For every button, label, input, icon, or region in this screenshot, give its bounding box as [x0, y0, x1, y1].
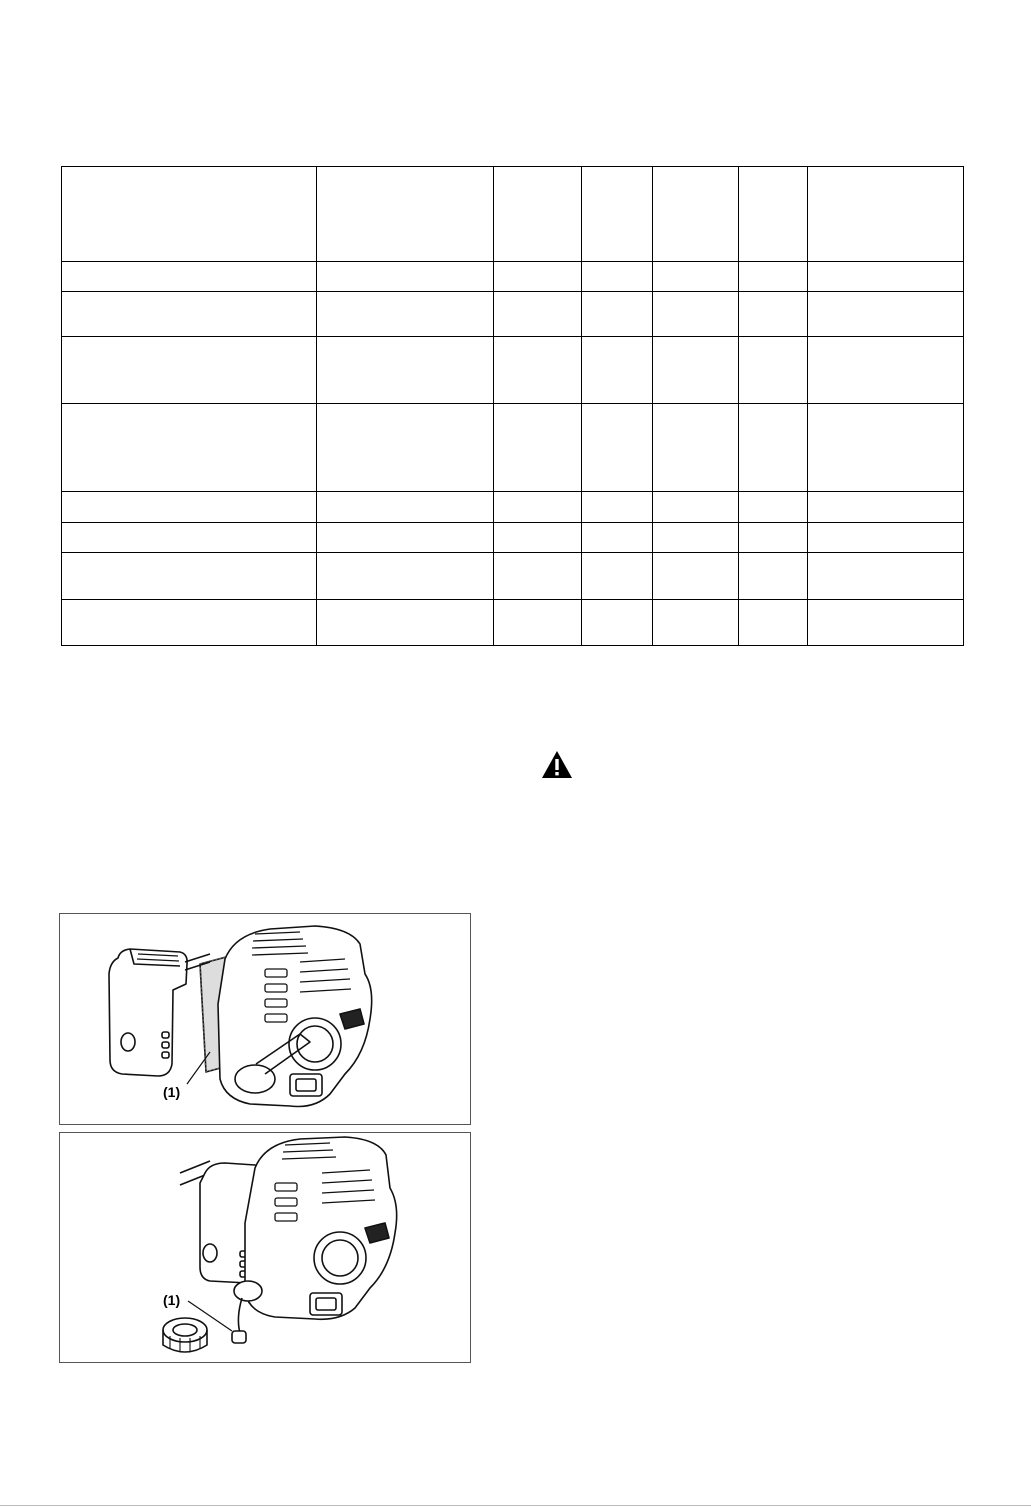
table-cell [739, 523, 808, 553]
table-cell [808, 292, 964, 337]
table-cell [317, 492, 494, 523]
table-cell [739, 492, 808, 523]
table-cell [653, 492, 739, 523]
table-cell [62, 404, 317, 492]
table-cell [739, 262, 808, 292]
table-cell [582, 404, 653, 492]
table-cell [653, 404, 739, 492]
table-cell [494, 553, 582, 600]
table-cell [317, 523, 494, 553]
table-cell [653, 262, 739, 292]
table-cell [653, 337, 739, 404]
table-cell [739, 292, 808, 337]
table-cell [808, 262, 964, 292]
callout-label: (1) [163, 1292, 181, 1308]
table-cell [582, 553, 653, 600]
table-cell [62, 292, 317, 337]
table-cell [582, 292, 653, 337]
table-cell [62, 492, 317, 523]
table-row [62, 337, 964, 404]
table-cell [317, 404, 494, 492]
table-cell [653, 292, 739, 337]
table-cell [653, 523, 739, 553]
table-cell [494, 492, 582, 523]
table-cell [62, 600, 317, 646]
table-cell [62, 167, 317, 262]
table-cell [653, 553, 739, 600]
table-cell [62, 262, 317, 292]
warning-triangle-icon [541, 750, 573, 779]
table-row [62, 292, 964, 337]
table-cell [808, 404, 964, 492]
table-cell [317, 553, 494, 600]
table-cell [808, 553, 964, 600]
table-cell [494, 292, 582, 337]
table-row [62, 404, 964, 492]
table-cell [317, 292, 494, 337]
table-cell [582, 262, 653, 292]
table-cell [808, 492, 964, 523]
table-cell [808, 523, 964, 553]
table-cell [808, 167, 964, 262]
maintenance-table [61, 166, 964, 646]
table-cell [582, 337, 653, 404]
table-cell [62, 523, 317, 553]
table-cell [582, 523, 653, 553]
figure-fuel-filter [59, 1132, 471, 1363]
table-cell [317, 167, 494, 262]
table-row [62, 523, 964, 553]
figure-air-cleaner [59, 913, 471, 1125]
table-cell [317, 262, 494, 292]
table-cell [62, 553, 317, 600]
table-cell [653, 600, 739, 646]
table-cell [582, 600, 653, 646]
page-edge-rule [0, 1505, 1031, 1506]
table-row [62, 600, 964, 646]
table-cell [494, 337, 582, 404]
engine-illustration [60, 914, 470, 1124]
table-cell [494, 523, 582, 553]
table-cell [317, 600, 494, 646]
table-row [62, 492, 964, 523]
table-cell [808, 600, 964, 646]
table-cell [582, 167, 653, 262]
table-cell [739, 553, 808, 600]
table-cell [494, 600, 582, 646]
table-cell [739, 404, 808, 492]
table-row [62, 167, 964, 262]
table-cell [62, 337, 317, 404]
table-cell [653, 167, 739, 262]
engine-illustration [60, 1133, 470, 1362]
table-cell [494, 404, 582, 492]
table-cell [739, 600, 808, 646]
table-row [62, 262, 964, 292]
table-cell [494, 262, 582, 292]
table-cell [582, 492, 653, 523]
table-cell [739, 337, 808, 404]
table-cell [317, 337, 494, 404]
table-cell [494, 167, 582, 262]
callout-label: (1) [163, 1084, 181, 1100]
table-cell [808, 337, 964, 404]
table-row [62, 553, 964, 600]
table-cell [739, 167, 808, 262]
